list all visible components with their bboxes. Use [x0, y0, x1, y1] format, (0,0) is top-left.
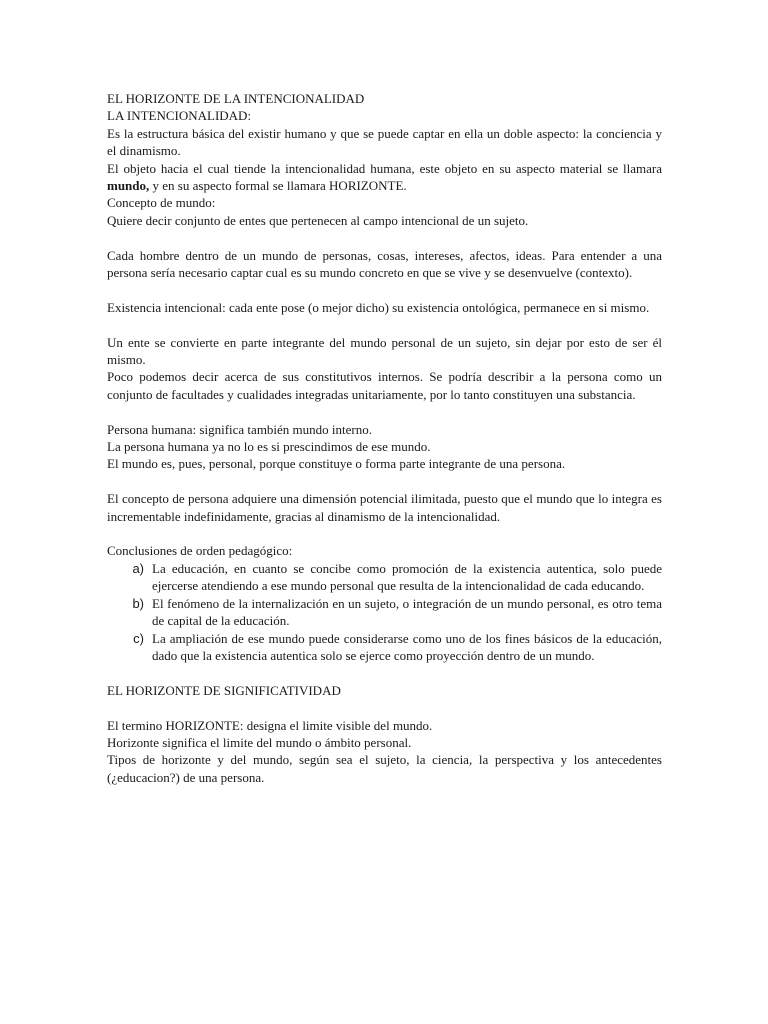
- paragraph-poco: Poco podemos decir acerca de sus constitutivos internos. Se podría describir a la persona como un conjunto de facultades y cualidades integradas unitariamente, por lo tanto constituyen una substancia.: [107, 369, 662, 402]
- paragraph-objeto: [107, 160, 662, 195]
- spacer: [107, 473, 662, 490]
- section-subtitle: LA INTENCIONALIDAD:: [107, 108, 252, 124]
- section-title: EL HORIZONTE DE SIGNIFICATIVIDAD: [107, 682, 341, 698]
- section-title: EL HORIZONTE DE LA INTENCIONALIDAD: [107, 91, 365, 106]
- list-marker: a): [132, 560, 144, 576]
- text-span: y en su aspecto formal se llamara HORIZONTE.: [149, 178, 407, 194]
- list-item-text: El fenómeno de la internalización en un sujeto, o integración de un mundo personal, es otro tema de capital de la educación.: [152, 595, 662, 629]
- spacer: [107, 699, 662, 716]
- paragraph-persona-1: Persona humana: significa también mundo interno.: [107, 421, 372, 437]
- paragraph-concepto-persona: El concepto de persona adquiere una dimensión potencial ilimitada, puesto que el mundo que lo integra es incrementable indefinidamente, gracias al dinamismo de la intencionalidad.: [107, 491, 662, 524]
- list-item-text: La ampliación de ese mundo puede considerarse como uno de los fines básicos de la educación, dado que la existencia autentica solo se ejerce como proyección dentro de un mundo.: [152, 630, 662, 663]
- paragraph-horizonte-2: Horizonte significa el limite del mundo o ámbito personal.: [107, 734, 412, 750]
- list-item: [107, 560, 662, 595]
- spacer: [107, 229, 662, 246]
- bold-term: mundo,: [107, 178, 150, 194]
- paragraph-definition: Es la estructura básica del existir humano y que se puede captar en ella un doble aspecto: la conciencia y el dinamismo.: [107, 125, 662, 159]
- document-page: [107, 90, 662, 786]
- paragraph-concepto: Quiere decir conjunto de entes que pertenecen al campo intencional de un sujeto.: [107, 212, 529, 228]
- spacer: [107, 281, 662, 298]
- paragraph-un-ente: Un ente se convierte en parte integrante del mundo personal de un sujeto, sin dejar por esto de ser él mismo.: [107, 334, 662, 368]
- paragraph-horizonte-1: El termino HORIZONTE: designa el limite visible del mundo.: [107, 717, 433, 733]
- list-item: [107, 595, 662, 630]
- spacer: [107, 316, 662, 333]
- text-span: El objeto hacia el cual tiende la intencionalidad humana, este objeto en su aspecto material se llamara: [107, 160, 662, 176]
- list-item-text: La educación, en cuanto se concibe como promoción de la existencia autentica, solo puede ejercerse atendiendo a ese mundo personal que resulta de la intencionalidad de cada educando.: [152, 560, 662, 594]
- spacer: [107, 664, 662, 681]
- list-marker: c): [133, 630, 144, 646]
- paragraph-existencia: Existencia intencional: cada ente pose (o mejor dicho) su existencia ontológica, permanece en si mismo.: [107, 299, 650, 315]
- list-item: [107, 630, 662, 665]
- paragraph-persona-2: La persona humana ya no lo es si prescindimos de ese mundo.: [107, 439, 431, 455]
- list-marker: b): [132, 595, 144, 611]
- heading-concepto: Concepto de mundo:: [107, 195, 216, 211]
- spacer: [107, 525, 662, 542]
- heading-conclusiones: Conclusiones de orden pedagógico:: [107, 543, 293, 559]
- conclusiones-list: [107, 560, 662, 664]
- paragraph-persona-3: El mundo es, pues, personal, porque constituye o forma parte integrante de una persona.: [107, 456, 566, 472]
- paragraph-horizonte-3: Tipos de horizonte y del mundo, según sea el sujeto, la ciencia, la perspectiva y los antecedentes (¿educacion?) de una persona.: [107, 752, 662, 785]
- spacer: [107, 403, 662, 420]
- paragraph-cada-hombre: Cada hombre dentro de un mundo de personas, cosas, intereses, afectos, ideas. Para entender a una persona sería necesario captar cual es su mundo concreto en que se vive y se desenvuelve (contexto).: [107, 247, 662, 281]
